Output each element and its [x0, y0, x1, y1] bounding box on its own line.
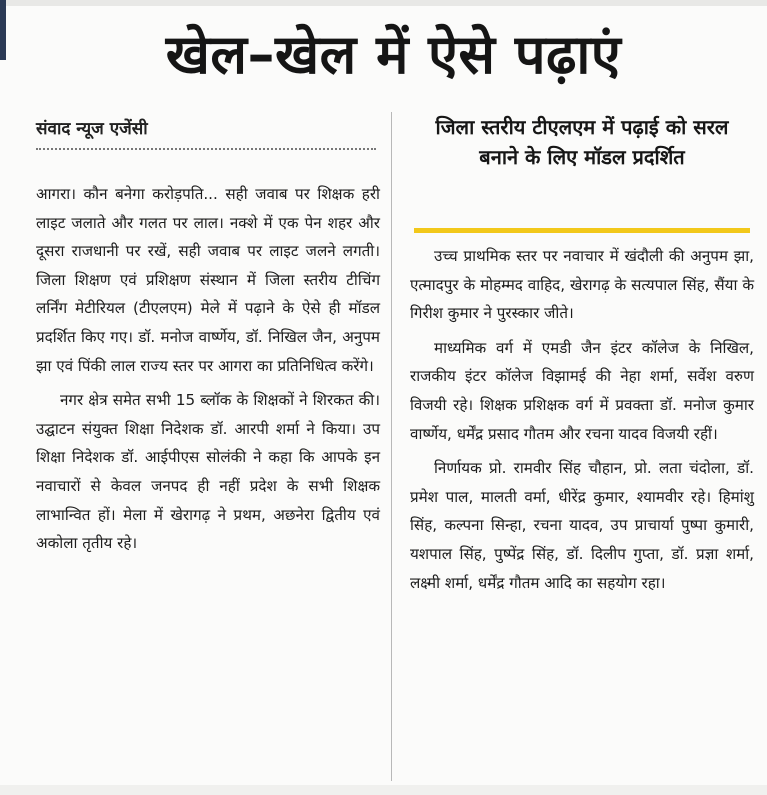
right-paragraph-2: माध्यमिक वर्ग में एमडी जैन इंटर कॉलेज के निखिल, राजकीय इंटर कॉलेज विझामई की नेहा शर्मा, सर्वेश वरुण विजयी रहे। शिक्षक प्रशिक्षक वर्ग में प्रवक्ता डॉ. मनोज कुमार वार्ष्णेय, धर्मेंद्र प्रसाद गौतम और रचना यादव विजयी रहीं। [410, 338, 754, 443]
byline-divider [36, 148, 376, 150]
left-paragraph-1: आगरा। कौन बनेगा करोड़पति... सही जवाब पर शिक्षक हरी लाइट जलाते और गलत पर लाल। नक्शे में एक पेन शहर और दूसरा राजधानी पर रखें, सही जवाब पर लाइट जलने लगती। जिला शिक्षण एवं प्रशिक्षण संस्थान में जिला स्तरीय टीचिंग लर्निंग मेटीरियल (टीएलएम) मेले में पढ़ाने के ऐसे ही मॉडल प्रदर्शित किए गए। डॉ. मनोज वार्ष्णेय, डॉ. निखिल जैन, अनुपम झा एवं पिंकी लाल राज्य स्तर पर आगरा का प्रतिनिधित्व करेंगे। [36, 185, 380, 375]
top-rule [0, 0, 767, 6]
sidebar-headline: जिला स्तरीय टीएलएम में पढ़ाई को सरल बनाने के लिए मॉडल प्रदर्शित [435, 115, 729, 169]
right-paragraph-1: उच्च प्राथमिक स्तर पर नवाचार में खंदौली की अनुपम झा, एत्मादपुर के मोहम्मद वाहिद, खेरागढ़ के सत्यपाल सिंह, सैंया के गिरीश कुमार ने पुरस्कार जीते। [410, 247, 754, 323]
page-bottom-edge [0, 785, 767, 795]
sidebar-headline-box [414, 112, 750, 232]
page-edge-strip [0, 0, 6, 60]
left-paragraph-2: नगर क्षेत्र समेत सभी 15 ब्लॉक के शिक्षकों ने शिरकत की। उद्घाटन संयुक्त शिक्षा निदेशक डॉ. आरपी शर्मा ने किया। उप शिक्षा निदेशक डॉ. आईपीएस सोलंकी ने कहा कि आपके इन नवाचारों से केवल जनपद ही नहीं प्रदेश के सभी शिक्षक लाभान्वित हों। मेला में खेरागढ़ ने प्रथम, अछनेरा द्वितीय एवं अकोला तृतीय रहे। [36, 391, 380, 553]
byline: संवाद न्यूज एजेंसी [36, 119, 148, 139]
headline: खेल–खेल में ऐसे पढ़ाएं [165, 23, 622, 86]
right-paragraph-3: निर्णायक प्रो. रामवीर सिंह चौहान, प्रो. लता चंदोला, डॉ. प्रमेश पाल, मालती वर्मा, धीरेंद्र कुमार, श्यामवीर रहे। हिमांशु सिंह, कल्पना सिन्हा, रचना यादव, उप प्राचार्या पुष्पा कुमारी, यशपाल सिंह, पुष्पेंद्र सिंह, डॉ. दिलीप गुप्ता, डॉ. प्रज्ञा शर्मा, लक्ष्मी शर्मा, धर्मेंद्र गौतम आदि का सहयोग रहा। [410, 459, 754, 592]
right-column [410, 242, 754, 597]
column-divider [391, 112, 392, 781]
left-column [36, 180, 380, 558]
sidebar-underline [414, 228, 750, 233]
